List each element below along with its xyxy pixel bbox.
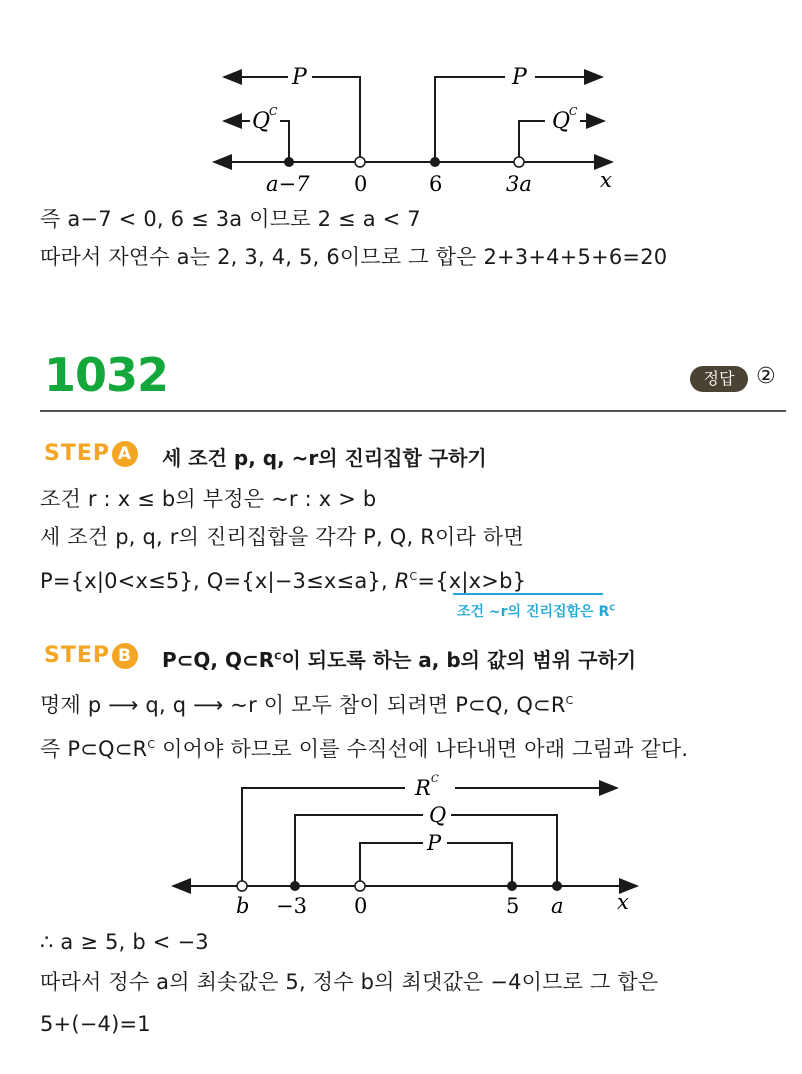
stepA-highlight-underline: [453, 593, 603, 595]
top-tick-3a: 3a: [506, 172, 532, 196]
top-P-left-bracket: [312, 77, 360, 162]
top-Qc-right-label: Q: [552, 109, 571, 134]
bottom-P-bracket: [360, 843, 423, 886]
top-tick-0: 0: [354, 172, 368, 196]
top-number-line-diagram: [200, 55, 630, 200]
top-P-left-label: P: [292, 65, 307, 90]
stepA-title: 세 조건 p, q, ~r의 진리집합 구하기: [162, 446, 487, 470]
top-point-3a: [514, 157, 524, 167]
stepA-line2: 세 조건 p, q, r의 진리집합을 각각 P, Q, R이라 하면: [40, 525, 524, 549]
top-tick-a7: a−7: [266, 172, 310, 196]
top-axis-x-label: x: [600, 168, 612, 192]
stepA-line3: P={x|0<x≤5}, Q={x|−3≤x≤a}, $R^C=\{x|x>b\}$: [40, 569, 527, 593]
svg-text:C: C: [569, 105, 578, 118]
top-tick-6: 6: [429, 172, 443, 196]
stepB-line2: 즉 $P\subset Q\subset R^C$ 이어야 하므로 이를 수직선에 나타내면 아래 그림과 같다.: [40, 737, 689, 761]
problem-number: 1032: [44, 348, 169, 402]
svg-text:C: C: [269, 105, 278, 118]
bottom-point-5: [507, 881, 517, 891]
stepA-note: 조건 ~r의 진리집합은 $R^C$: [457, 603, 616, 620]
bottom-Q-label: Q: [429, 803, 447, 827]
stepA-letter-badge: A: [112, 441, 138, 467]
bottom-point-0: [355, 881, 365, 891]
stepA-label: STEP A: [44, 441, 138, 467]
bottom-Rc-bracket: [242, 788, 405, 886]
top-text-line2: 따라서 자연수 a는 2, 3, 4, 5, 6이므로 그 합은 2+3+4+5+6=20: [40, 245, 668, 269]
top-Qc-left-bracket: [280, 121, 289, 162]
bottom-tick-m3: −3: [276, 894, 307, 918]
top-Qc-right-bracket: [519, 121, 545, 162]
stepA-line1: 조건 r : x ≤ b의 부정은 ~r : x > b: [40, 487, 377, 511]
top-Qc-left-label: Q: [252, 109, 271, 134]
top-text-line1: 즉 a−7 < 0, 6 ≤ 3a 이므로 2 ≤ a < 7: [40, 207, 421, 231]
top-P-right-bracket: [435, 77, 505, 162]
bottom-number-line-diagram: [165, 768, 645, 918]
conclusion-line1: ∴ a ≥ 5, b < −3: [40, 930, 209, 954]
stepB-title: P⊂Q, $Q\subset R^C$이 되도록 하는 a, b의 값의 범위 구하기: [162, 648, 637, 672]
answer-badge: 정답: [690, 366, 748, 392]
bottom-point-m3: [290, 881, 300, 891]
bottom-tick-5: 5: [506, 894, 520, 918]
bottom-P-label: P: [427, 831, 442, 855]
bottom-point-a: [552, 881, 562, 891]
stepB-line1: 명제 p ⟶ q, q ⟶ ~r 이 모두 참이 되려면 P⊂Q, $Q\subset R^C$: [40, 693, 574, 717]
bottom-Rc-label: R: [415, 776, 431, 800]
top-P-right-label: P: [512, 65, 527, 90]
top-point-a7: [284, 157, 294, 167]
conclusion-line2: 따라서 정수 a의 최솟값은 5, 정수 b의 최댓값은 −4이므로 그 합은: [40, 970, 659, 994]
svg-text:C: C: [431, 774, 439, 785]
stepB-letter-badge: B: [112, 643, 138, 669]
conclusion-line3: 5+(−4)=1: [40, 1012, 151, 1036]
bottom-tick-b: b: [236, 894, 250, 918]
answer-value: ②: [756, 364, 776, 389]
header-divider: [40, 410, 786, 412]
bottom-point-b: [237, 881, 247, 891]
top-point-0: [355, 157, 365, 167]
stepB-label: STEP B: [44, 643, 138, 669]
top-point-6: [430, 157, 440, 167]
bottom-tick-0: 0: [354, 894, 368, 918]
bottom-tick-a: a: [551, 894, 564, 918]
bottom-axis-x-label: x: [617, 890, 629, 914]
